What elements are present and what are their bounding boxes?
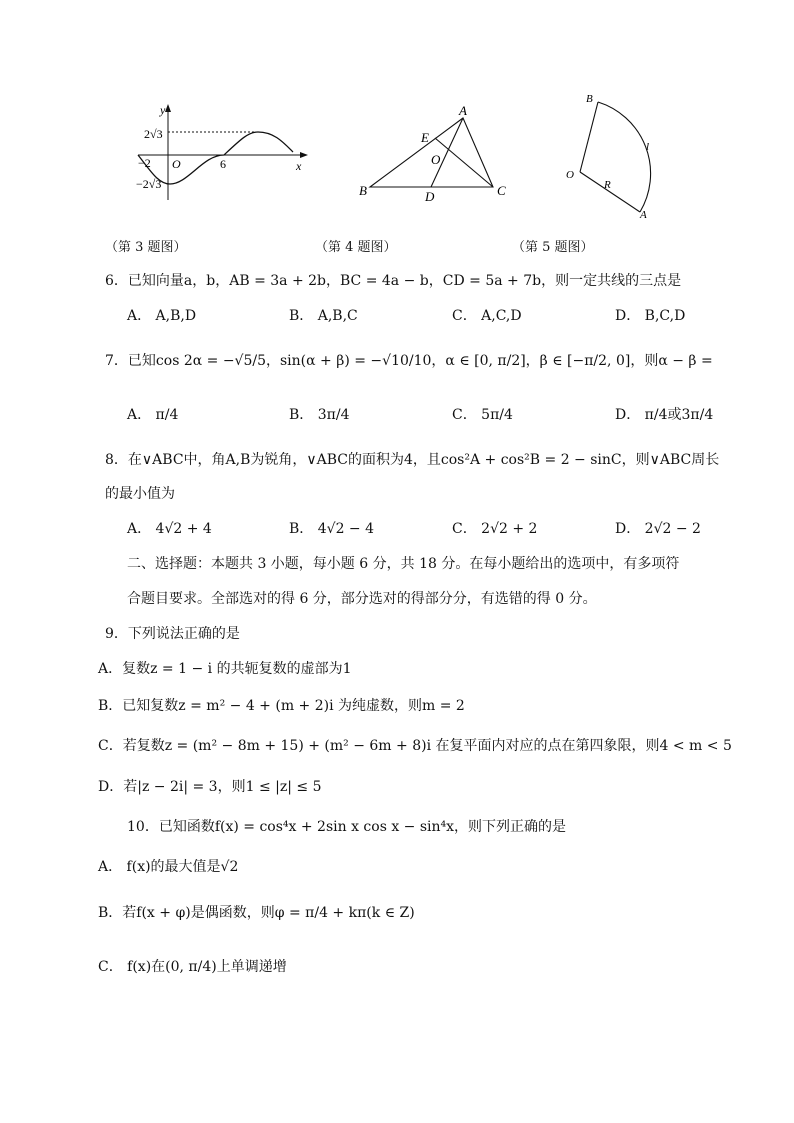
option-b: B． 3π/4	[289, 407, 350, 423]
question-10: 10．已知函数f(x) = cos⁴x + 2sin x cos x − sin⁴x，则下列正确的是	[127, 819, 567, 835]
point-E: E	[421, 130, 429, 145]
y-axis-label: y	[160, 103, 166, 117]
question-number: 7．	[105, 353, 128, 369]
question-number: 6．	[105, 273, 128, 289]
question-6	[105, 272, 681, 290]
question-number: 8．	[105, 452, 128, 468]
question-7	[105, 352, 713, 370]
q10-option-b: B．若f(x + φ)是偶函数，则φ = π/4 + kπ(k ∈ Z)	[98, 905, 415, 921]
q9-option-a: A．复数z = 1 − i 的共轭复数的虚部为1	[98, 661, 352, 677]
sector-point-A: A	[640, 209, 647, 220]
point-O: O	[431, 152, 441, 167]
vertex-B: B	[359, 183, 367, 198]
question-stem: 在∨ABC中，角A,B为锐角，∨ABC的面积为4，且cos²A + cos²B = 2 − sinC，则∨ABC周长	[127, 452, 720, 468]
option-d: D． π/4或3π/4	[615, 407, 714, 423]
option-c: C． 5π/4	[452, 407, 513, 423]
q9-option-c: C．若复数z = (m² − 8m + 15) + (m² − 6m + 8)i 在复平面内对应的点在第四象限，则4 < m < 5	[98, 738, 732, 754]
figure-4-caption: （第 4 题图）	[315, 240, 397, 255]
sector-point-B: B	[586, 93, 593, 105]
y-min-label: −2√3	[136, 177, 162, 191]
option-b: B． A,B,C	[289, 308, 358, 324]
option-b: B． 4√2 − 4	[289, 521, 375, 537]
option-a: A． π/4	[127, 407, 179, 423]
x-tick-label: 6	[220, 157, 226, 171]
figure-5-sector	[560, 90, 660, 220]
x-neg-label: −2	[138, 156, 151, 170]
arc-label-l: l	[646, 141, 650, 153]
radius-label-R: R	[604, 179, 611, 191]
option-c: C． 2√2 + 2	[452, 521, 538, 537]
x-axis-label: x	[296, 159, 302, 173]
sector-point-O: O	[566, 169, 574, 181]
option-d: D． B,C,D	[615, 308, 686, 324]
option-a: A． 4√2 + 4	[127, 521, 212, 537]
q10-option-c: C． f(x)在(0, π/4)上单调递增	[98, 959, 287, 975]
question-9: 9．下列说法正确的是	[105, 626, 240, 642]
figure-5-caption: （第 5 题图）	[512, 240, 594, 255]
question-stem: 已知向量a，b，AB = 3a + 2b，BC = 4a − b，CD = 5a + 7b，则一定共线的三点是	[127, 273, 682, 289]
point-D: D	[425, 189, 435, 204]
q9-option-b: B．已知复数z = m² − 4 + (m + 2)i 为纯虚数，则m = 2	[98, 698, 465, 714]
option-a: A． A,B,D	[127, 308, 197, 324]
question-8	[105, 451, 719, 469]
origin-label: O	[172, 157, 181, 171]
section-2-intro-line2: 合题目要求。全部选对的得 6 分，部分选对的得部分分，有选错的得 0 分。	[127, 591, 597, 607]
option-d: D． 2√2 − 2	[615, 521, 701, 537]
y-max-label: 2√3	[144, 127, 163, 141]
question-stem: 已知cos 2α = −√5/5，sin(α + β) = −√10/10，α ∈ [0, π/2]，β ∈ [−π/2, 0]，则α − β =	[127, 353, 713, 369]
q10-option-a: A． f(x)的最大值是√2	[98, 859, 239, 875]
vertex-C: C	[497, 183, 506, 198]
option-c: C． A,C,D	[452, 308, 522, 324]
section-2-intro-line1: 二、选择题：本题共 3 小题，每小题 6 分，共 18 分。在每小题给出的选项中，有多项符	[127, 556, 680, 572]
question-8-stem-cont: 的最小值为	[105, 486, 175, 502]
vertex-A: A	[459, 103, 467, 118]
figure-3-graph	[128, 100, 318, 210]
q9-option-d: D．若|z − 2i| = 3，则1 ≤ |z| ≤ 5	[98, 779, 322, 795]
figure-4-triangle	[355, 100, 525, 210]
figure-3-caption: （第 3 题图）	[105, 240, 187, 255]
